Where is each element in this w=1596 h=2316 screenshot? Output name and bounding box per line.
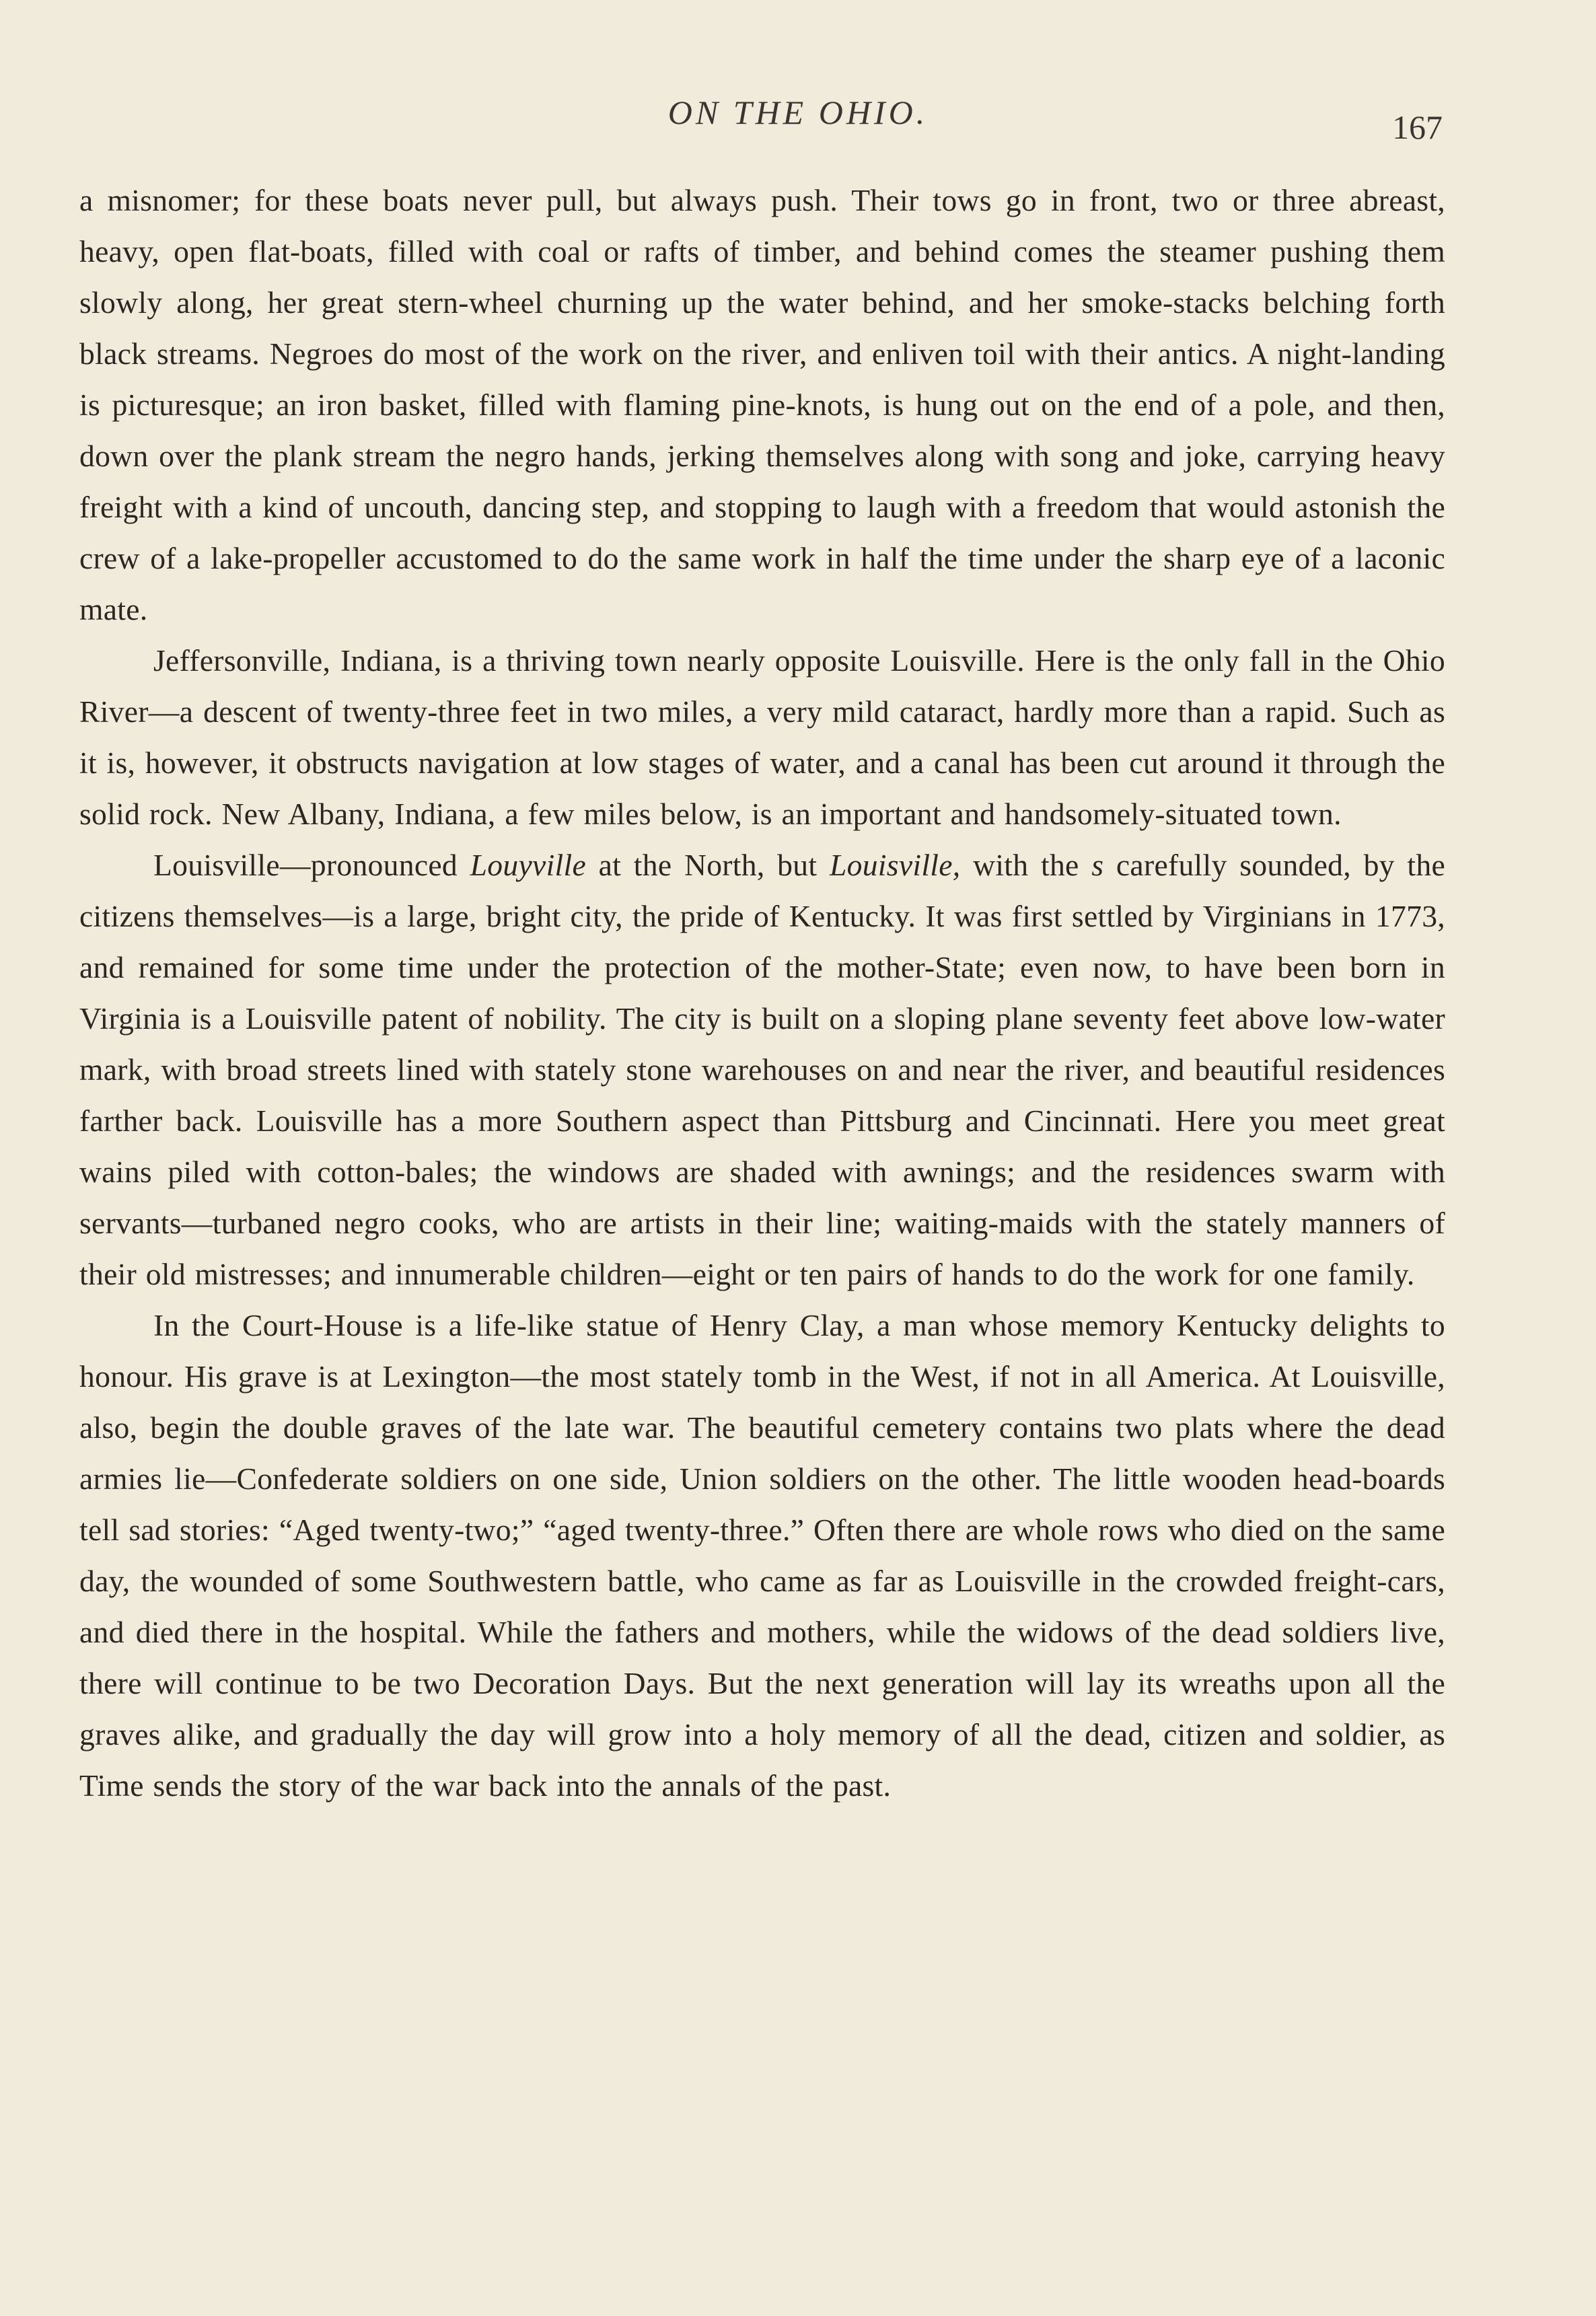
paragraph-1: a misnomer; for these boats never pull, but always push. Their tows go in front, two or three abreast, heavy, open flat-boats, filled with coal or rafts of timber, and behind comes the steamer pushing them slowly along, her great stern-wheel churning up the water behind, and her smoke-stacks belching forth black streams. Negroes do most of the work on the river, and enliven toil with their antics. A night-landing is picturesque; an iron basket, filled with flaming pine-knots, is hung out on the end of a pole, and then, down over the plank stream the negro hands, jerking themselves along with song and joke, carrying heavy freight with a kind of uncouth, dancing step, and stopping to laugh with a freedom that would astonish the crew of a lake-propeller accustomed to do the same work in half the time under the sharp eye of a laconic mate. [79,183,1445,626]
running-title: ON THE OHIO. [667,94,929,131]
paragraph-3-mid-1: at the North, but [586,848,830,882]
paragraph-2: Jeffersonville, Indiana, is a thriving town nearly opposite Louisville. Here is the only fall in the Ohio River—a descent of twenty-three feet in two miles, a very mild cataract, hardly more than a rapid. Such as it is, however, it obstructs navigation at low stages of water, and a canal has been cut around it through the solid rock. New Albany, Indiana, a few miles below, is an important and handsomely-situated town. [79,643,1445,831]
paragraph-3-lead: Louisville—pronounced [153,848,470,882]
paragraph-3-italic-s: s [1091,848,1104,882]
paragraph-4: In the Court-House is a life-like statue of Henry Clay, a man whose memory Kentucky delights to honour. His grave is at Lexington—the most stately tomb in the West, if not in all America. At Louisville, also, begin the double graves of the late war. The beautiful cemetery contains two plats where the dead armies lie—Confederate soldiers on one side, Union soldiers on the other. The little wooden head-boards tell sad stories: “Aged twenty-two;” “aged twenty-three.” Often there are whole rows who died on the same day, the wounded of some Southwestern battle, who came as far as Louisville in the crowded freight-cars, and died there in the hospital. While the fathers and mothers, while the widows of the dead soldiers live, there will continue to be two Decoration Days. But the next generation will lay its wreaths upon all the graves alike, and gradually the day will grow into a holy memory of all the dead, citizen and soldier, as Time sends the story of the war back into the annals of the past. [79,1308,1445,1803]
body-text [79,175,1445,1811]
page-number: 167 [1392,108,1443,146]
paragraph-3-mid-2: with the [960,848,1092,882]
paragraph-3-italic-louisville: Louisville, [829,848,961,882]
paragraph-3 [79,840,1445,1300]
paragraph-3-italic-louyville: Louyville [470,848,587,882]
paragraph-3-rest: carefully sounded, by the citizens themselves—is a large, bright city, the pride of Kentucky. It was first settled by Virginians in 1773, and remained for some time under the protection of the mother-State; even now, to have been born in Virginia is a Louisville patent of nobility. The city is built on a sloping plane seventy feet above low-water mark, with broad streets lined with stately stone warehouses on and near the river, and beautiful residences farther back. Louisville has a more Southern aspect than Pittsburg and Cincinnati. Here you meet great wains piled with cotton-bales; the windows are shaded with awnings; and the residences swarm with servants—turbaned negro cooks, who are artists in their line; waiting-maids with the stately manners of their old mistresses; and innumerable children—eight or ten pairs of hands to do the work for one family. [79,848,1445,1291]
